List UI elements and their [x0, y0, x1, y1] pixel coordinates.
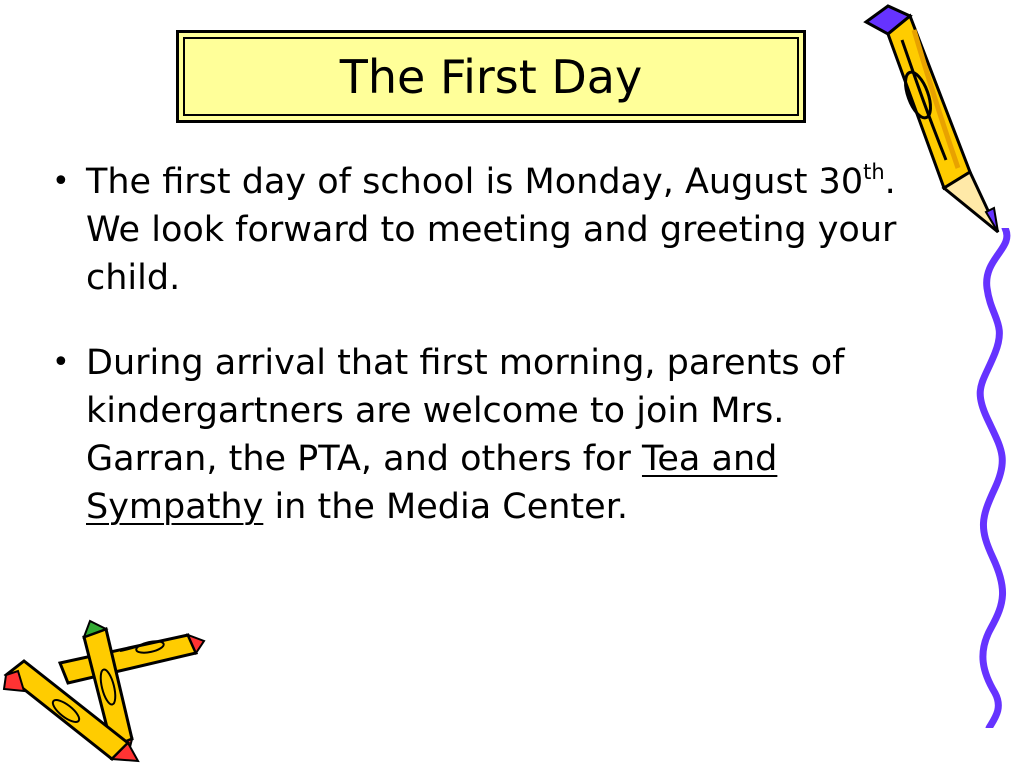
title-box [176, 30, 806, 123]
superscript: th [863, 160, 885, 184]
crayon-horizontal-icon [60, 635, 204, 683]
bullet-text-part: . We look forward to meeting and greeting your child. [86, 162, 897, 298]
underlined-text-tea-and-sympathy: Tea and Sympathy [86, 439, 778, 527]
bullet-item-first-day [52, 158, 922, 302]
bullet-text-part: During arrival that first morning, parents of kindergartners are welcome to join Mrs. Garran, the PTA, and others for [86, 343, 845, 479]
bullet-marker: • [52, 345, 70, 380]
title-inner-border [183, 37, 799, 116]
bullet-list [52, 158, 922, 568]
bullet-marker: • [52, 164, 70, 199]
slide-title: The First Day [339, 49, 643, 104]
pencil-clipart [858, 0, 1008, 245]
bullet-item-arrival [52, 339, 922, 531]
crayons-clipart [0, 615, 215, 765]
bullet-text-part: in the Media Center. [263, 487, 628, 527]
squiggle-line-clipart [965, 228, 1020, 728]
pencil-icon [866, 6, 998, 232]
squiggle-line-icon [980, 228, 1007, 728]
bullet-text-part: The first day of school is Monday, August 30 [86, 162, 864, 202]
